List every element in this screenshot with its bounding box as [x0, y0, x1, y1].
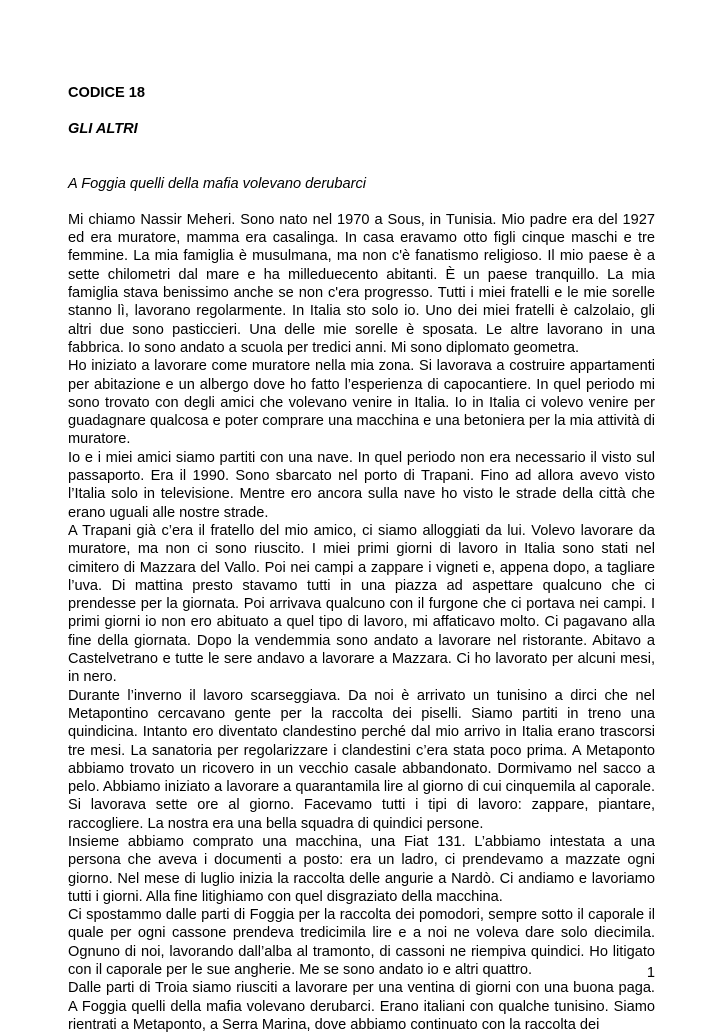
paragraph: Durante l’inverno il lavoro scarseggiava. Da noi è arrivato un tunisino a dirci che nel Metapontino cercavano gente per la raccolta dei piselli. Siamo partiti in treno una quindicina. Intanto ero diventato clandestino perché dal mio arrivo in Italia erano trascorsi tre mesi. La sanatoria per regolarizzare i clandestini c’era stata poco prima. A Metaponto abbiamo trovato un ricovero in un vecchio casale abbandonato. Dormivamo nel sacco a pelo. Abbiamo iniziato a lavorare a quarantamila lire al giorno di cui cinquemila al caporale. Si lavorava sette ore al giorno. Facevamo tutti i tipi di lavoro: zappare, piantare, raccogliere. La nostra era una bella squadra di quindici persone. [68, 687, 655, 832]
paragraph: Dalle parti di Troia siamo riusciti a lavorare per una ventina di giorni con una buona paga. A Foggia quelli della mafia volevano derubarci. Erano italiani con qualche tunisino. Siamo rientrati a Metaponto, a Serra Marina, dove abbiamo continuato con la raccolta dei [68, 980, 655, 1033]
paragraph: Insieme abbiamo comprato una macchina, una Fiat 131. L’abbiamo intestata a una persona che aveva i documenti a posto: era un ladro, ci prendevamo a mazzate ogni giorno. Nel mese di luglio inizia la raccolta delle angurie a Nardò. Ci andiamo e lavoriamo tutti i giorni. Alla fine litighiamo con quel disgraziato della macchina. [68, 833, 655, 905]
story-title: A Foggia quelli della mafia volevano derubarci [68, 175, 366, 192]
page-number: 1 [646, 965, 655, 981]
paragraph: Mi chiamo Nassir Meheri. Sono nato nel 1970 a Sous, in Tunisia. Mio padre era del 1927 ed era muratore, mamma era casalinga. In casa eravamo otto figli cinque maschi e tre femmine. La mia famiglia è musulmana, ma non c'è fanatismo religioso. Il mio paese è a sette chilometri dal mare e ha milleduecento abitanti. È un paese tranquillo. La mia famiglia stava benissimo anche se non c'era progresso. Tutti i miei fratelli e le mie sorelle stanno lì, lavorano regolarmente. In Italia sto solo io. Uno dei miei fratelli è calzolaio, gli altri due sono pasticcieri. Una delle mie sorelle è sposata. Le altre lavorano in una fabbrica. Io sono andato a scuola per tredici anni. Mi sono diplomato geometra. [68, 211, 655, 356]
code-title: CODICE 18 [68, 85, 146, 101]
paragraph: Ci spostammo dalle parti di Foggia per la raccolta dei pomodori, sempre sotto il caporale il quale per ogni cassone prendeva tredicimila lire e a noi ne voleva dare solo diecimila. Ognuno di noi, lavorando dall’alba al tramonto, di cassoni ne riempiva quindici. Ho litigato con il caporale per le sue angherie. Me se sono andato io e altri quattro. [68, 907, 655, 979]
paragraph: Io e i miei amici siamo partiti con una nave. In quel periodo non era necessario il visto sul passaporto. Era il 1990. Sono sbarcato nel porto di Trapani. Fino ad allora avevo visto l’Italia solo in televisione. Mentre ero ancora sulla nave ho visto le strade della città che erano uguali alle nostre strade. [68, 449, 655, 521]
document-page [68, 84, 655, 1034]
section-title: GLI ALTRI [68, 121, 138, 138]
story-body [68, 211, 655, 1034]
paragraph: A Trapani già c’era il fratello del mio amico, ci siamo alloggiati da lui. Volevo lavorare da muratore, ma non ci sono riuscito. I miei primi giorni di lavoro in Italia sono stati nel cimitero di Mazzara del Vallo. Poi nei campi a zappare i vigneti e, appena dopo, a tagliare l’uva. Di mattina presto stavamo tutti in una piazza ad aspettare qualcuno che ci prendesse per la giornata. Poi arrivava qualcuno con il furgone che ci portava nei campi. I primi giorni io non ero abituato a quel tipo di lavoro, mi affaticavo molto. Ci pagavano alla fine della giornata. Dopo la vendemmia sono andato a lavorare nel ristorante. Abitavo a Castelvetrano e tutte le sere andavo a lavorare a Mazzara. Ci ho lavorato per alcuni mesi, in nero. [68, 522, 655, 686]
paragraph: Ho iniziato a lavorare come muratore nella mia zona. Si lavorava a costruire appartamenti per abitazione e un albergo dove ho fatto l’esperienza di capocantiere. In quel periodo mi sono trovato con degli amici che volevano venire in Italia. Io in Italia ci volevo venire per guadagnare qualcosa e poter comprare una macchina e una betoniera per la mia attività di muratore. [68, 358, 655, 448]
